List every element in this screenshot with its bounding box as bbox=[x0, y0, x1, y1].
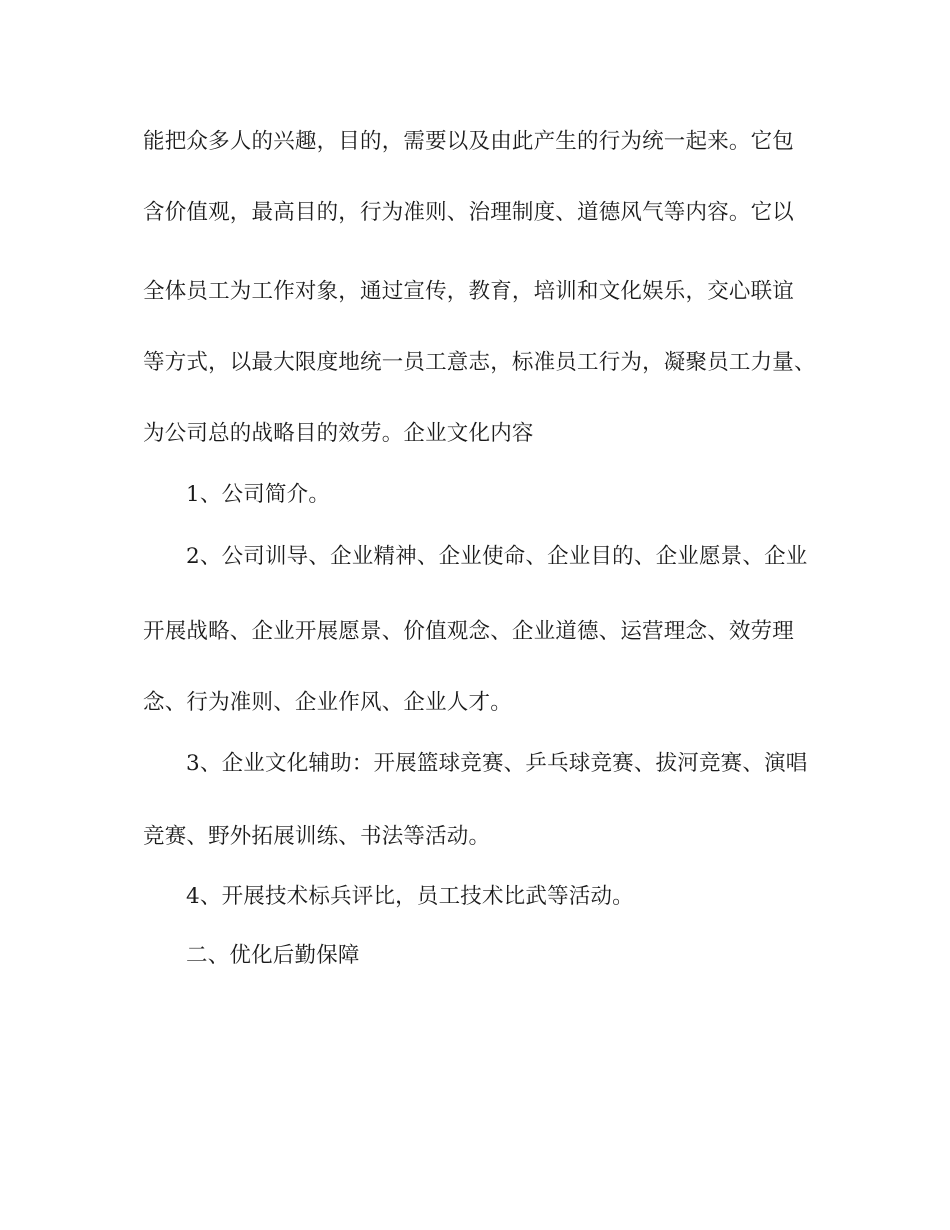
paragraph-line: 为公司总的战略目的效劳。企业文化内容 bbox=[143, 421, 534, 446]
paragraph-line: 能把众多人的兴趣，目的，需要以及由此产生的行为统一起来。它包 bbox=[143, 129, 795, 154]
paragraph-line: 开展战略、企业开展愿景、价值观念、企业道德、运营理念、效劳理 bbox=[143, 619, 795, 644]
paragraph-line: 含价值观，最高目的，行为准则、治理制度、道德风气等内容。它以 bbox=[143, 200, 795, 225]
paragraph-line: 等方式，以最大限度地统一员工意志，标准员工行为，凝聚员工力量、 bbox=[143, 350, 816, 375]
list-item: 4、开展技术标兵评比，员工技术比武等活动。 bbox=[186, 884, 634, 909]
paragraph-line: 念、行为准则、企业作风、企业人才。 bbox=[143, 690, 512, 715]
list-item: 1、公司简介。 bbox=[186, 482, 331, 507]
section-heading: 二、优化后勤保障 bbox=[186, 943, 360, 968]
list-item: 2、公司训导、企业精神、企业使命、企业目的、企业愿景、企业 bbox=[186, 544, 808, 569]
paragraph-line: 竞赛、野外拓展训练、书法等活动。 bbox=[143, 824, 491, 849]
list-item: 3、企业文化辅助：开展篮球竞赛、乒乓球竞赛、拔河竞赛、演唱 bbox=[186, 751, 808, 776]
paragraph-line: 全体员工为工作对象，通过宣传，教育，培训和文化娱乐，交心联谊 bbox=[143, 279, 795, 304]
